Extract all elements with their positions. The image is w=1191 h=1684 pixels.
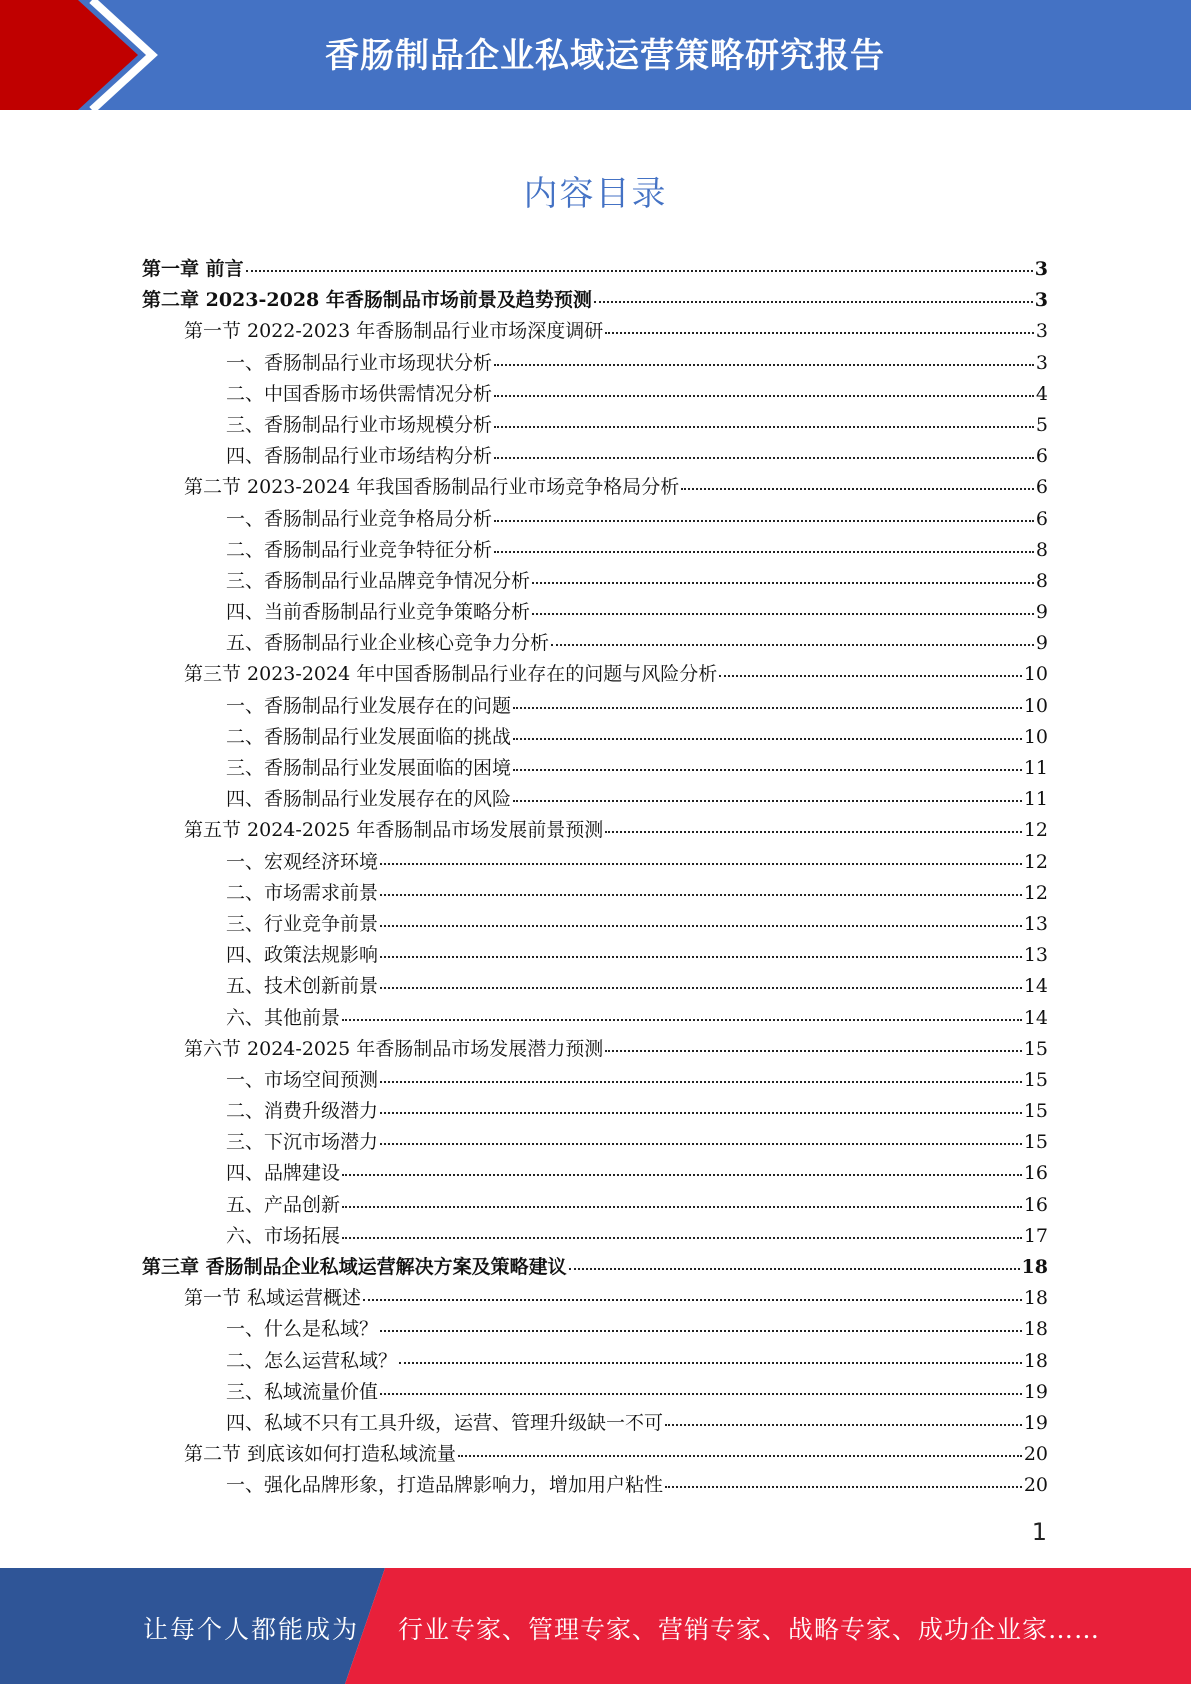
toc-dot-leader	[494, 519, 1034, 522]
toc-dot-leader	[246, 269, 1033, 272]
toc-dot-leader	[513, 706, 1022, 709]
toc-entry[interactable]	[142, 379, 1048, 410]
toc-entry-title: 第一节 2022-2023 年香肠制品行业市场深度调研	[184, 320, 604, 343]
toc-entry[interactable]	[142, 535, 1048, 566]
toc-entry[interactable]	[142, 784, 1048, 815]
toc-entry[interactable]	[142, 909, 1048, 940]
toc-entry-title: 三、香肠制品行业发展面临的困境	[226, 757, 512, 779]
toc-entry-page: 8	[1035, 538, 1048, 561]
toc-entry[interactable]	[142, 1252, 1048, 1283]
toc-entry-page: 4	[1035, 382, 1048, 405]
toc-entry-title: 三、香肠制品行业品牌竞争情况分析	[226, 569, 531, 592]
toc-entry-page: 13	[1023, 912, 1048, 935]
toc-entry-page: 16	[1023, 1162, 1048, 1185]
toc-entry-title: 第一章 前言	[142, 258, 244, 280]
toc-entry-page: 20	[1023, 1443, 1048, 1466]
toc-entry-title: 第二节 2023-2024 年我国香肠制品行业市场竞争格局分析	[184, 476, 680, 499]
toc-entry-title: 第二节 到底该如何打造私域流量	[184, 1443, 457, 1466]
toc-entry-title: 三、私域流量价值	[226, 1380, 379, 1403]
toc-dot-leader	[605, 830, 1022, 833]
toc-dot-leader	[665, 1485, 1022, 1488]
toc-dot-leader	[380, 862, 1022, 865]
toc-entry[interactable]	[142, 1065, 1048, 1096]
toc-dot-leader	[458, 1454, 1022, 1457]
toc-entry-page: 3	[1035, 351, 1048, 374]
toc-entry-title: 二、怎么运营私域？	[226, 1349, 398, 1372]
toc-entry[interactable]	[142, 847, 1048, 878]
toc-dot-leader	[380, 986, 1022, 989]
toc-entry-page: 19	[1023, 1380, 1048, 1403]
toc-entry-title: 五、香肠制品行业企业核心竞争力分析	[226, 632, 550, 655]
toc-dot-leader	[380, 1329, 1022, 1332]
toc-entry-page: 10	[1023, 663, 1048, 686]
toc-entry[interactable]	[142, 1158, 1048, 1189]
toc-dot-leader	[342, 1018, 1022, 1021]
toc-heading: 内容目录	[523, 174, 668, 214]
toc-dot-leader	[380, 1111, 1022, 1114]
toc-entry-page: 14	[1023, 975, 1048, 998]
toc-entry-title: 第五节 2024-2025 年香肠制品市场发展前景预测	[184, 819, 604, 842]
toc-dot-leader	[494, 363, 1034, 366]
toc-entry-page: 16	[1023, 1193, 1048, 1216]
toc-entry-title: 二、市场需求前景	[226, 881, 379, 904]
toc-dot-leader	[380, 924, 1022, 927]
toc-entry-title: 第六节 2024-2025 年香肠制品市场发展潜力预测	[184, 1037, 604, 1060]
toc-dot-leader	[363, 1298, 1022, 1301]
table-of-contents	[142, 254, 1048, 1502]
toc-dot-leader	[513, 737, 1022, 740]
toc-entry-title: 四、政策法规影响	[226, 944, 379, 967]
toc-entry-page: 3	[1035, 320, 1048, 343]
toc-entry-page: 6	[1035, 476, 1048, 499]
toc-entry-page: 15	[1023, 1100, 1048, 1123]
toc-dot-leader	[513, 768, 1022, 771]
toc-entry[interactable]	[142, 815, 1048, 846]
toc-dot-leader	[551, 643, 1034, 646]
toc-entry-title: 四、私域不只有工具升级，运营、管理升级缺一不可	[226, 1411, 664, 1434]
toc-entry-title: 二、香肠制品行业竞争特征分析	[226, 538, 493, 561]
toc-dot-leader	[594, 300, 1033, 303]
toc-dot-leader	[569, 1267, 1020, 1270]
toc-entry-page: 9	[1035, 601, 1048, 624]
toc-entry-title: 三、香肠制品行业市场规模分析	[226, 413, 493, 436]
toc-entry[interactable]	[142, 1221, 1048, 1252]
toc-entry-page: 3	[1034, 258, 1048, 280]
toc-entry-title: 第二章 2023-2028 年香肠制品市场前景及趋势预测	[142, 289, 592, 312]
toc-entry-page: 17	[1023, 1224, 1048, 1247]
toc-entry[interactable]	[142, 1034, 1048, 1065]
toc-dot-leader	[532, 612, 1034, 615]
toc-dot-leader	[342, 1205, 1022, 1208]
toc-entry-title: 六、市场拓展	[226, 1224, 341, 1247]
toc-entry-title: 六、其他前景	[226, 1006, 341, 1029]
toc-entry[interactable]	[142, 628, 1048, 659]
toc-entry[interactable]	[142, 1003, 1048, 1034]
toc-entry[interactable]	[142, 254, 1048, 285]
toc-entry-page: 3	[1034, 289, 1048, 312]
toc-entry-page: 18	[1023, 1349, 1048, 1372]
toc-entry[interactable]	[142, 472, 1048, 503]
toc-entry[interactable]	[142, 316, 1048, 347]
toc-entry-page: 20	[1023, 1474, 1048, 1497]
toc-entry-title: 第三节 2023-2024 年中国香肠制品行业存在的问题与风险分析	[184, 663, 718, 686]
toc-entry-title: 二、中国香肠市场供需情况分析	[226, 382, 493, 405]
toc-entry[interactable]	[142, 348, 1048, 379]
toc-entry[interactable]	[142, 1377, 1048, 1408]
toc-entry[interactable]	[142, 1346, 1048, 1377]
toc-dot-leader	[399, 1361, 1022, 1364]
toc-entry[interactable]	[142, 1127, 1048, 1158]
toc-dot-leader	[665, 1423, 1022, 1426]
toc-entry-page: 12	[1023, 881, 1048, 904]
toc-dot-leader	[513, 799, 1022, 802]
toc-dot-leader	[380, 1142, 1022, 1145]
toc-entry[interactable]	[142, 753, 1048, 784]
toc-entry-page: 11	[1023, 788, 1048, 811]
toc-entry-title: 三、下沉市场潜力	[226, 1131, 379, 1154]
toc-dot-leader	[342, 1236, 1022, 1239]
toc-entry[interactable]	[142, 1283, 1048, 1314]
toc-dot-leader	[380, 893, 1022, 896]
toc-entry-page: 6	[1035, 445, 1048, 468]
toc-entry[interactable]	[142, 1439, 1048, 1470]
toc-entry[interactable]	[142, 1314, 1048, 1345]
footer-slogan-left: 让每个人都能成为	[143, 1615, 360, 1644]
page-number: 1	[1031, 1518, 1047, 1546]
toc-dot-leader	[380, 955, 1022, 958]
toc-dot-leader	[605, 331, 1034, 334]
toc-entry-page: 18	[1023, 1318, 1048, 1341]
toc-entry-title: 一、香肠制品行业市场现状分析	[226, 351, 493, 374]
header-band	[0, 0, 1191, 110]
toc-entry-title: 五、产品创新	[226, 1193, 341, 1216]
toc-entry-title: 四、品牌建设	[226, 1162, 341, 1185]
toc-dot-leader	[380, 1392, 1022, 1395]
toc-entry[interactable]	[142, 971, 1048, 1002]
toc-entry[interactable]	[142, 1408, 1048, 1439]
toc-entry[interactable]	[142, 1470, 1048, 1501]
toc-dot-leader	[494, 394, 1034, 397]
toc-dot-leader	[532, 581, 1034, 584]
toc-entry[interactable]	[142, 722, 1048, 753]
toc-entry-page: 18	[1021, 1256, 1048, 1278]
toc-dot-leader	[494, 425, 1034, 428]
toc-entry[interactable]	[142, 566, 1048, 597]
toc-entry[interactable]	[142, 285, 1048, 316]
toc-entry[interactable]	[142, 940, 1048, 971]
toc-entry-page: 9	[1035, 632, 1048, 655]
toc-entry-page: 8	[1035, 569, 1048, 592]
toc-entry[interactable]	[142, 597, 1048, 628]
toc-entry-title: 第一节 私域运营概述	[184, 1287, 362, 1310]
toc-entry-title: 四、香肠制品行业市场结构分析	[226, 445, 493, 468]
toc-entry-page: 10	[1023, 725, 1048, 748]
toc-entry-page: 15	[1023, 1037, 1048, 1060]
toc-entry[interactable]	[142, 410, 1048, 441]
toc-entry-title: 一、宏观经济环境	[226, 850, 379, 873]
toc-entry-title: 二、消费升级潜力	[226, 1100, 379, 1123]
toc-dot-leader	[380, 1080, 1022, 1083]
toc-entry-page: 18	[1023, 1287, 1048, 1310]
toc-dot-leader	[681, 487, 1034, 490]
toc-entry-page: 10	[1023, 694, 1048, 717]
toc-dot-leader	[342, 1173, 1022, 1176]
toc-entry-page: 6	[1035, 507, 1048, 530]
toc-entry-title: 一、市场空间预测	[226, 1068, 379, 1091]
toc-entry-page: 12	[1023, 850, 1048, 873]
toc-entry-page: 15	[1023, 1131, 1048, 1154]
toc-entry-title: 二、香肠制品行业发展面临的挑战	[226, 725, 512, 748]
toc-entry-title: 一、香肠制品行业竞争格局分析	[226, 507, 493, 530]
report-title: 香肠制品企业私域运营策略研究报告	[325, 36, 885, 76]
toc-entry-title: 第三章 香肠制品企业私域运营解决方案及策略建议	[142, 1256, 567, 1278]
toc-entry-title: 一、什么是私域？	[226, 1318, 379, 1341]
toc-entry-title: 一、香肠制品行业发展存在的问题	[226, 694, 512, 717]
toc-entry[interactable]	[142, 504, 1048, 535]
toc-dot-leader	[719, 674, 1022, 677]
toc-entry-title: 五、技术创新前景	[226, 975, 379, 998]
header-red-arrow	[0, 0, 138, 110]
toc-entry[interactable]	[142, 1096, 1048, 1127]
toc-entry-page: 5	[1035, 413, 1048, 436]
toc-entry-page: 14	[1023, 1006, 1048, 1029]
toc-entry-page: 15	[1023, 1068, 1048, 1091]
toc-entry-title: 四、当前香肠制品行业竞争策略分析	[226, 601, 531, 624]
footer-slogan-right: 行业专家、管理专家、营销专家、战略专家、成功企业家……	[398, 1615, 1101, 1644]
toc-entry-title: 四、香肠制品行业发展存在的风险	[226, 788, 512, 811]
toc-entry-page: 12	[1023, 819, 1048, 842]
toc-entry-page: 11	[1023, 757, 1048, 779]
toc-dot-leader	[494, 456, 1034, 459]
toc-dot-leader	[605, 1049, 1022, 1052]
toc-entry[interactable]	[142, 441, 1048, 472]
toc-entry-page: 13	[1023, 944, 1048, 967]
footer-band	[0, 1568, 1191, 1684]
toc-entry-page: 19	[1023, 1411, 1048, 1434]
toc-dot-leader	[494, 550, 1034, 553]
toc-entry[interactable]	[142, 1190, 1048, 1221]
toc-entry-title: 三、行业竞争前景	[226, 912, 379, 935]
toc-entry[interactable]	[142, 691, 1048, 722]
toc-entry-title: 一、强化品牌形象，打造品牌影响力，增加用户粘性	[226, 1474, 664, 1497]
toc-entry[interactable]	[142, 659, 1048, 690]
toc-entry[interactable]	[142, 878, 1048, 909]
